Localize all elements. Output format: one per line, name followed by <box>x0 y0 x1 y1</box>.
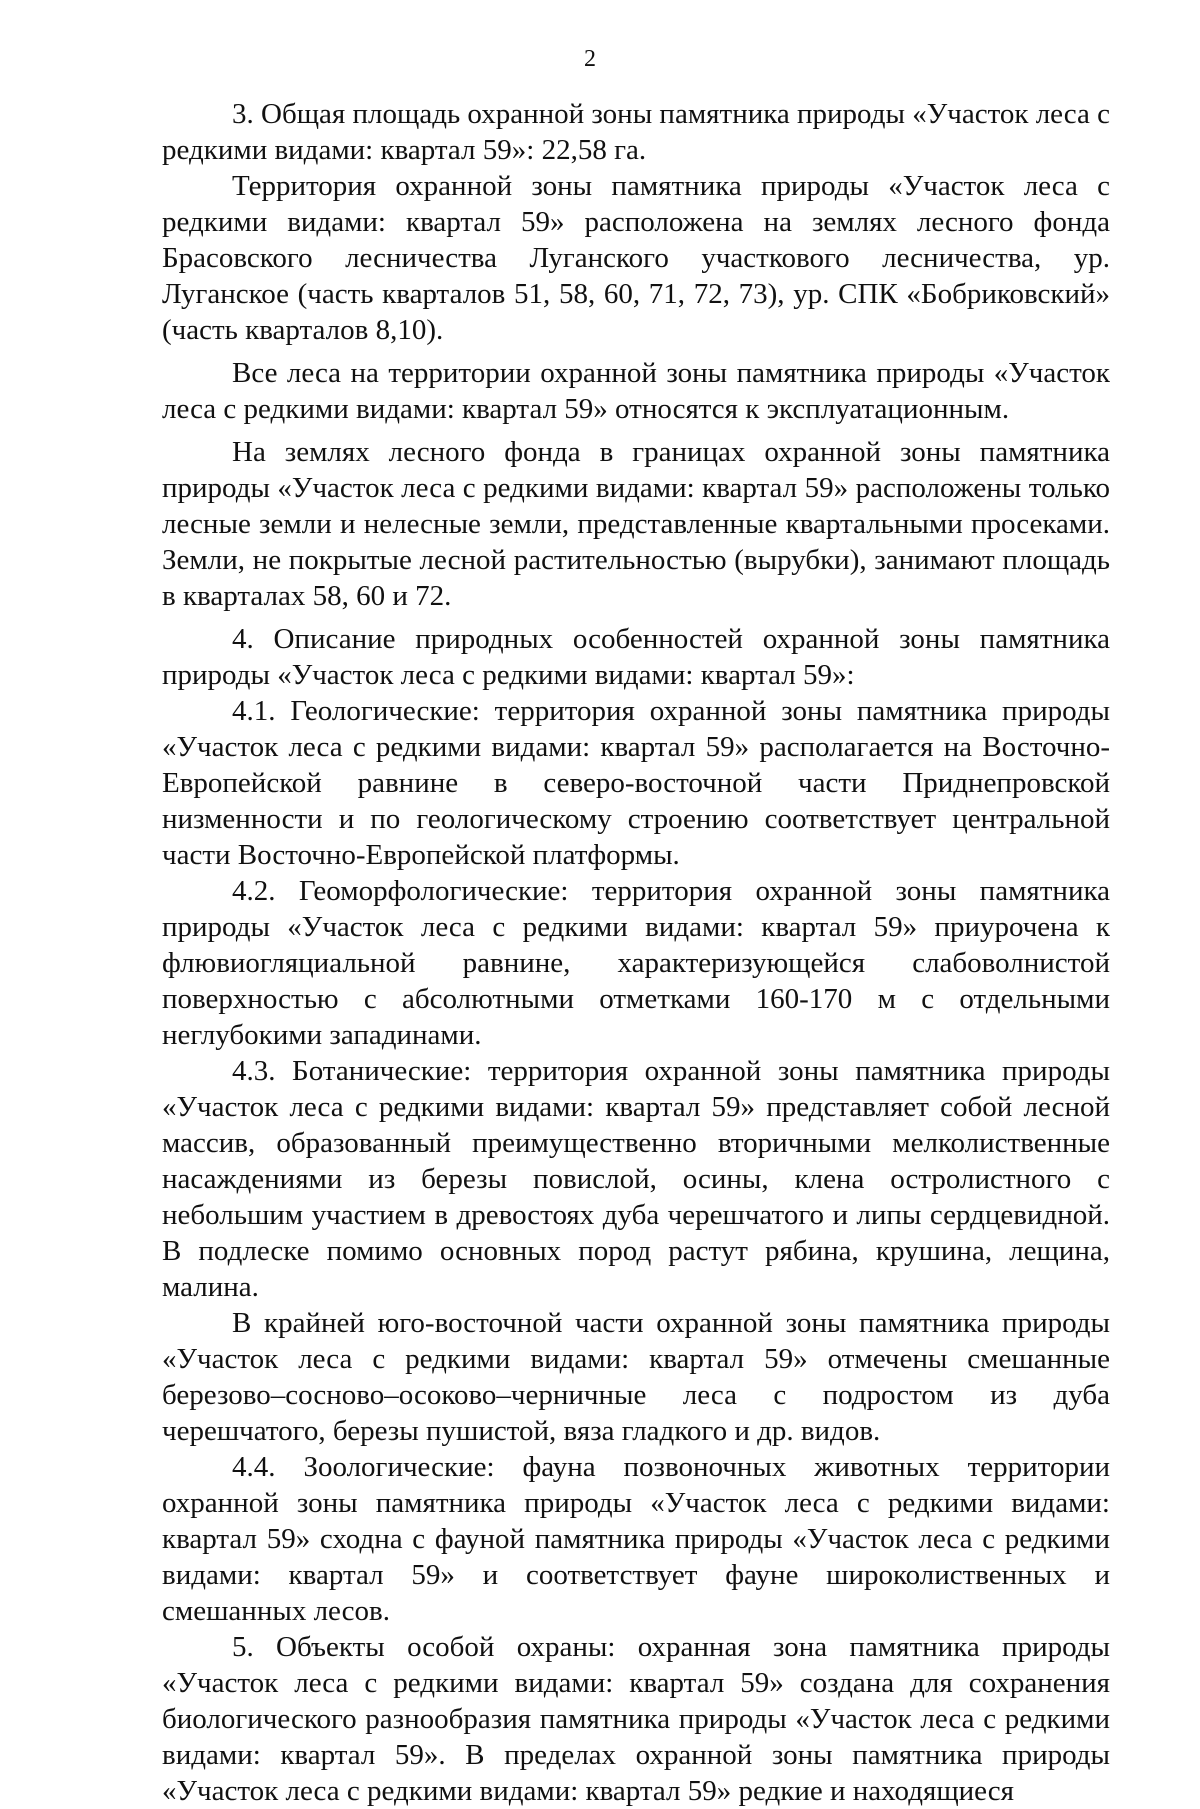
page-number: 2 <box>584 46 596 72</box>
paragraph-forest-lands: На землях лесного фонда в границах охранной зоны памятника природы «Участок леса с редкими видами: квартал 59» расположены только лесные земли и нелесные земли, представленные квартальными просеками. Земли, не покрытые лесной растительностью (вырубки), занимают площадь в кварталах 58, 60 и 72. <box>162 436 1110 612</box>
paragraph-southeast-forests: В крайней юго-восточной части охранной зоны памятника природы «Участок леса с редкими видами: квартал 59» отмечены смешанные березово–сосново–осоково–черничные леса с подростом из дуба черешчатого, березы пушистой, вяза гладкого и др. видов. <box>162 1307 1110 1447</box>
paragraph-natural-features-heading: 4. Описание природных особенностей охранной зоны памятника природы «Участок леса с редкими видами: квартал 59»: <box>162 623 1110 691</box>
paragraph-geomorphological: 4.2. Геоморфологические: территория охранной зоны памятника природы «Участок леса с редкими видами: квартал 59» приурочена к флювиогляциальной равнине, характеризующейся слабоволнистой поверхностью с абсолютными отметками 160-170 м с отдельными неглубокими западинами. <box>162 875 1110 1051</box>
paragraph-zoological: 4.4. Зоологические: фауна позвоночных животных территории охранной зоны памятника природы «Участок леса с редкими видами: квартал 59» сходна с фауной памятника природы «Участок леса с редкими видами: квартал 59» и соответствует фауне широколиственных и смешанных лесов. <box>162 1451 1110 1627</box>
paragraph-botanical: 4.3. Ботанические: территория охранной зоны памятника природы «Участок леса с редкими видами: квартал 59» представляет собой лесной массив, образованный преимущественно вторичными мелколиственные насаждениями из березы повислой, осины, клена остролистного с небольшим участием в древостоях дуба черешчатого и липы сердцевидной. В подлеске помимо основных пород растут рябина, крушина, лещина, малина. <box>162 1055 1110 1303</box>
paragraph-geological: 4.1. Геологические: территория охранной зоны памятника природы «Участок леса с редкими видами: квартал 59» располагается на Восточно-Европейской равнине в северо-восточной части Приднепровской низменности и по геологическому строению соответствует центральной части Восточно-Европейской платформы. <box>162 695 1110 871</box>
paragraph-protected-objects: 5. Объекты особой охраны: охранная зона памятника природы «Участок леса с редкими видами: квартал 59» создана для сохранения биологического разнообразия памятника природы «Участок леса с редкими видами: квартал 59». В пределах охранной зоны памятника природы «Участок леса с редкими видами: квартал 59» редкие и находящиеся <box>162 1631 1110 1807</box>
paragraph-total-area: 3. Общая площадь охранной зоны памятника природы «Участок леса с редкими видами: квартал 59»: 22,58 га. <box>162 98 1110 166</box>
document-body <box>162 96 1110 1809</box>
paragraph-exploitation-forests: Все леса на территории охранной зоны памятника природы «Участок леса с редкими видами: квартал 59» относятся к эксплуатационным. <box>162 357 1110 425</box>
paragraph-territory-location: Территория охранной зоны памятника природы «Участок леса с редкими видами: квартал 59» расположена на землях лесного фонда Брасовского лесничества Луганского участкового лесничества, ур. Луганское (часть кварталов 51, 58, 60, 71, 72, 73), ур. СПК «Бобриковский» (часть кварталов 8,10). <box>162 170 1110 346</box>
